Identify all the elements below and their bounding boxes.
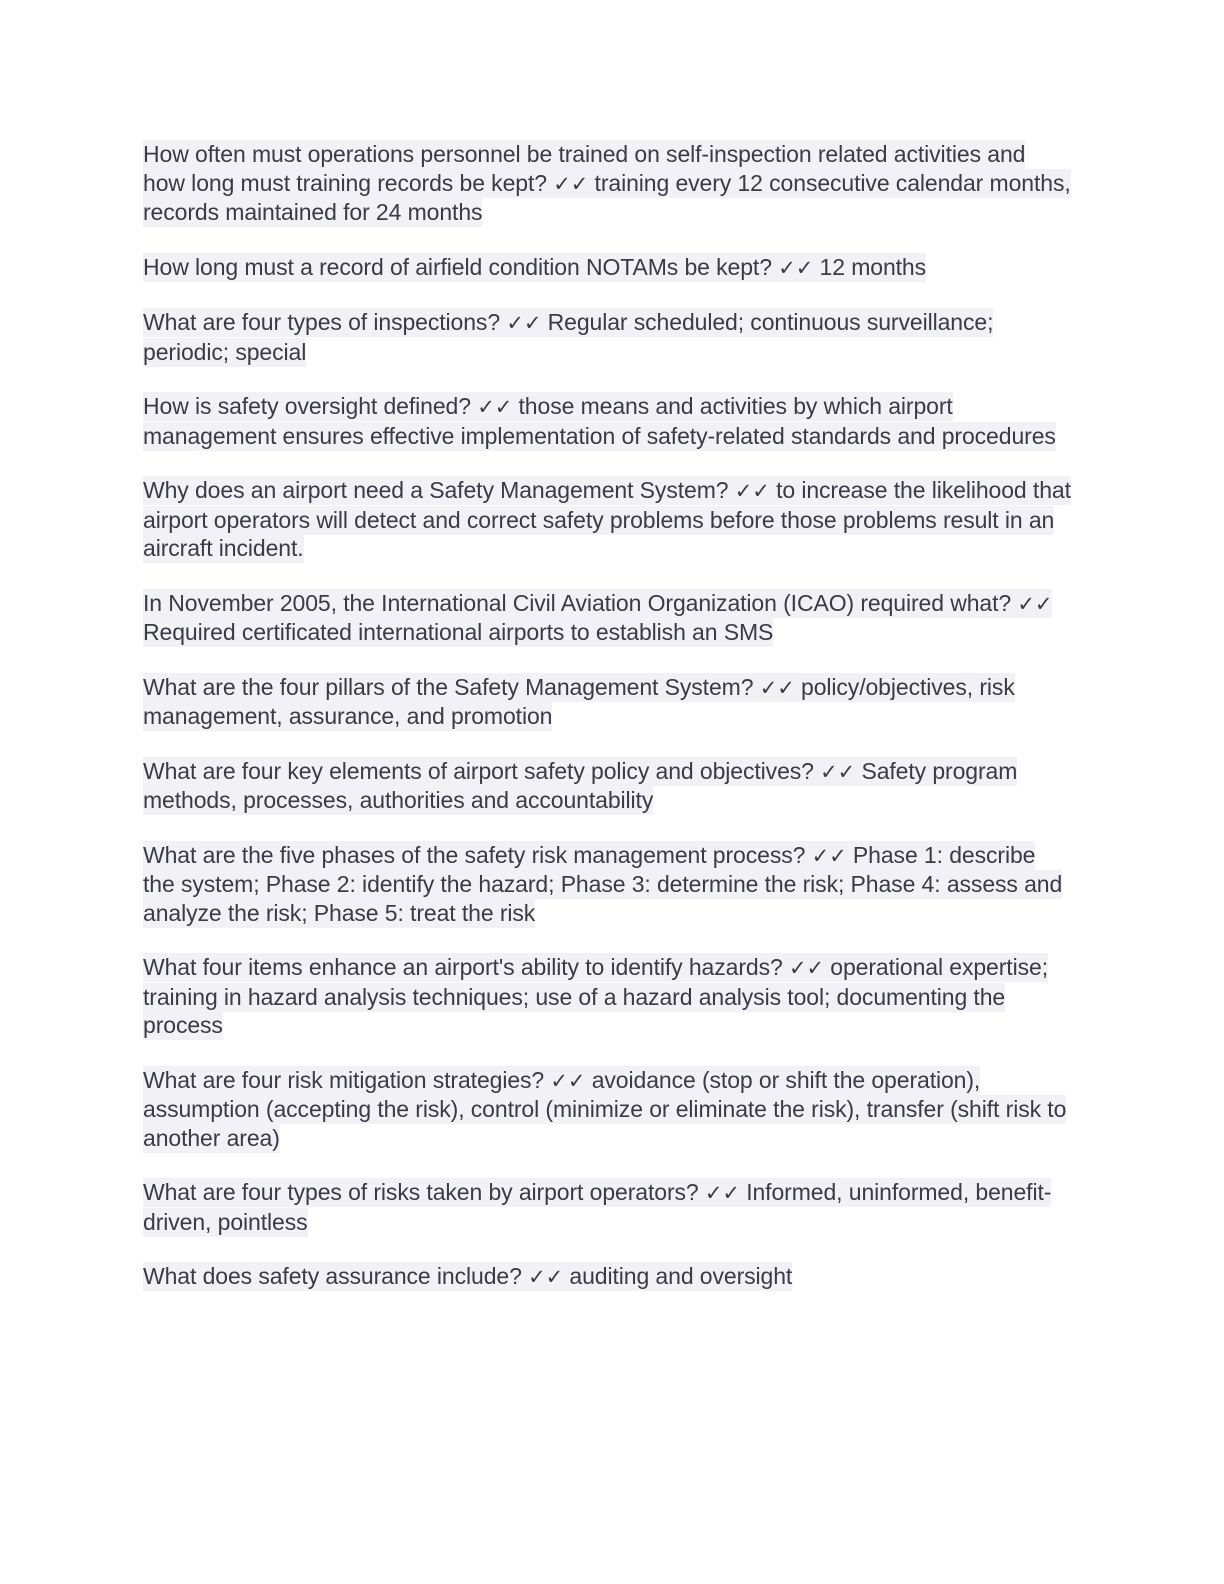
qa-question: Why does an airport need a Safety Management System? — [143, 477, 729, 503]
qa-highlight — [143, 841, 1062, 928]
qa-item — [143, 1262, 1073, 1292]
double-check-icon: ✓✓ — [734, 479, 770, 503]
qa-highlight — [143, 253, 926, 282]
qa-item — [143, 589, 1073, 647]
qa-item — [143, 476, 1073, 563]
double-check-icon: ✓✓ — [1017, 591, 1053, 616]
qa-answer: Phase 1: describe the system; Phase 2: identify the hazard; Phase 3: determine the risk; Phase 4: assess and analyze the risk; Phase 5: treat the risk — [143, 841, 1063, 926]
double-check-icon: ✓✓ — [820, 759, 856, 784]
qa-item — [143, 841, 1073, 928]
qa-question: How long must a record of airfield condition NOTAMs be kept? — [143, 253, 772, 280]
qa-highlight — [143, 589, 1052, 648]
qa-answer: Regular scheduled; continuous surveillance; periodic; special — [143, 309, 994, 365]
double-check-icon: ✓✓ — [477, 395, 513, 419]
qa-answer: to increase the likelihood that airport operators will detect and correct safety problems before those problems result in an aircraft incident. — [143, 477, 1071, 561]
double-check-icon: ✓✓ — [704, 1181, 740, 1205]
qa-item — [143, 953, 1073, 1040]
qa-item — [143, 1178, 1073, 1236]
qa-item — [143, 253, 1073, 283]
qa-question: What are the four pillars of the Safety Management System? — [143, 673, 754, 700]
qa-answer: Required certificated international airports to establish an SMS — [143, 619, 774, 645]
qa-answer: auditing and oversight — [569, 1263, 793, 1289]
qa-question: What does safety assurance include? — [143, 1263, 522, 1289]
qa-item — [143, 392, 1073, 450]
qa-answer: Safety program methods, processes, authorities and accountability — [143, 757, 1018, 813]
double-check-icon: ✓✓ — [759, 675, 795, 700]
qa-highlight — [143, 953, 1048, 1040]
qa-item — [143, 757, 1073, 815]
qa-answer: avoidance (stop or shift the operation), assumption (accepting the risk), control (minimize or eliminate the risk), transfer (shift risk to another area) — [143, 1066, 1067, 1151]
qa-question: What four items enhance an airport's ability to identify hazards? — [143, 954, 783, 980]
qa-highlight — [143, 476, 1071, 563]
double-check-icon: ✓✓ — [553, 171, 589, 196]
qa-answer: 12 months — [819, 253, 927, 280]
qa-item — [143, 1066, 1073, 1153]
double-check-icon: ✓✓ — [788, 956, 824, 980]
qa-answer: operational expertise; training in hazard analysis techniques; use of a hazard analysis tool; documenting the process — [143, 954, 1048, 1038]
double-check-icon: ✓✓ — [811, 843, 847, 868]
double-check-icon: ✓✓ — [506, 311, 542, 335]
qa-answer: training every 12 consecutive calendar months, records maintained for 24 months — [143, 169, 1071, 225]
qa-list — [143, 140, 1073, 1318]
qa-item — [143, 308, 1073, 366]
qa-item — [143, 673, 1073, 731]
qa-question: How often must operations personnel be trained on self-inspection related activities and how long must training records be kept? — [143, 141, 1026, 196]
double-check-icon: ✓✓ — [528, 1265, 564, 1289]
qa-question: What are four key elements of airport safety policy and objectives? — [143, 757, 814, 784]
qa-highlight — [143, 308, 993, 367]
qa-highlight — [143, 1178, 1051, 1237]
qa-highlight — [143, 673, 1015, 732]
qa-question: In November 2005, the International Civil Aviation Organization (ICAO) required what? — [143, 589, 1012, 616]
qa-question: How is safety oversight defined? — [143, 393, 471, 419]
qa-highlight — [143, 1066, 1066, 1153]
double-check-icon: ✓✓ — [550, 1068, 586, 1093]
double-check-icon: ✓✓ — [778, 255, 814, 280]
qa-answer: policy/objectives, risk management, assurance, and promotion — [143, 673, 1015, 729]
qa-item — [143, 140, 1073, 227]
qa-highlight — [143, 392, 1056, 451]
qa-answer: Informed, uninformed, benefit-driven, pointless — [143, 1179, 1052, 1235]
qa-highlight — [143, 140, 1071, 227]
qa-question: What are four types of inspections? — [143, 309, 501, 335]
qa-highlight — [143, 757, 1017, 816]
qa-highlight — [143, 1262, 792, 1291]
qa-question: What are four risk mitigation strategies? — [143, 1066, 545, 1093]
qa-question: What are the five phases of the safety risk management process? — [143, 841, 806, 868]
qa-answer: those means and activities by which airport management ensures effective implementation of safety-related standards and procedures — [143, 393, 1056, 449]
qa-question: What are four types of risks taken by airport operators? — [143, 1179, 699, 1205]
